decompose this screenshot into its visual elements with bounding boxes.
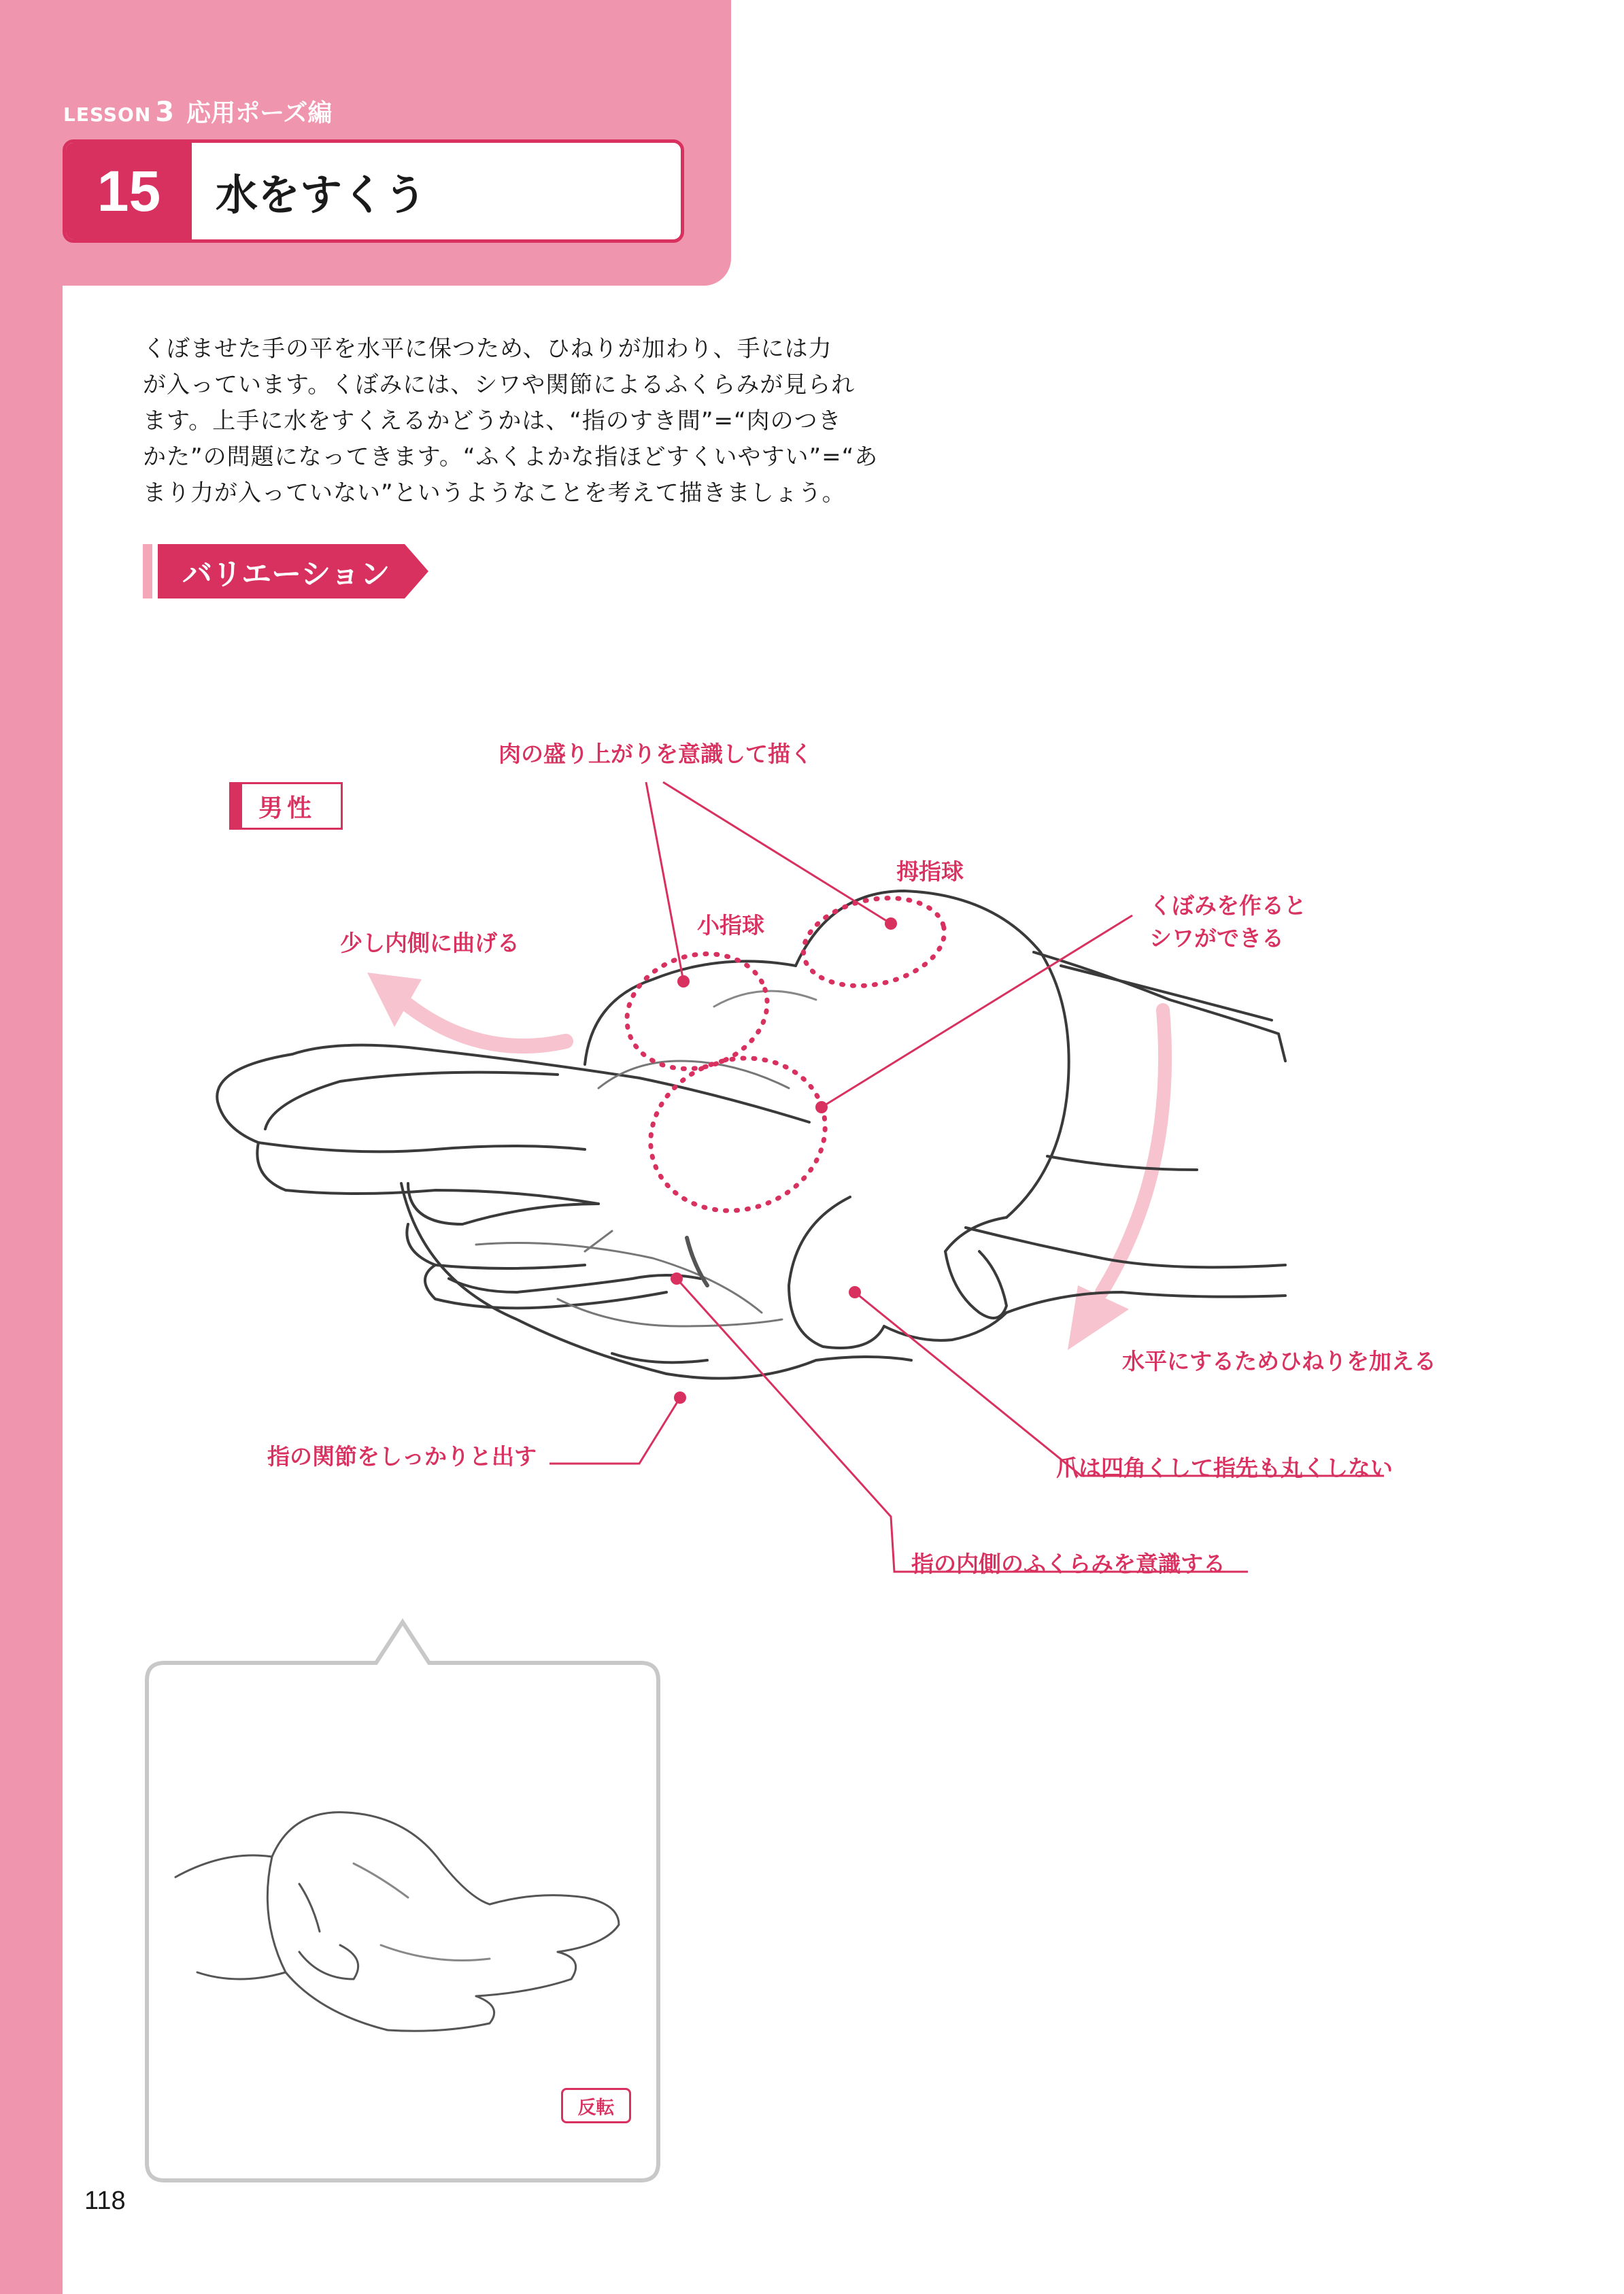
page-title: 水をすくう — [216, 169, 427, 220]
chapter-number: 15 — [66, 143, 192, 239]
section-heading: バリエーション — [182, 557, 390, 592]
badge-label: 男性 — [258, 794, 316, 822]
page-number: 118 — [84, 2187, 126, 2215]
annotation-joints: 指の関節をしっかりと出す — [267, 1443, 537, 1470]
body-line: が入っています。くぼみには、シワや関節によるふくらみが見られ — [143, 371, 856, 399]
annotation-wrinkle-line2: シワができる — [1149, 925, 1284, 951]
annotation-twist: 水平にするためひねりを加える — [1122, 1348, 1436, 1374]
body-line: ます。上手に水をすくえるかどうかは、“指のすき間”=“肉のつき — [143, 407, 842, 435]
lesson-word: LESSON — [63, 103, 152, 126]
inset-badge-reverse: 反転 — [561, 2088, 631, 2123]
lesson-title: 応用ポーズ編 — [186, 99, 333, 127]
body-line: くぼませた手の平を水平に保つため、ひねりが加わり、手には力 — [143, 335, 832, 362]
annotation-little-ball: 小指球 — [697, 912, 764, 939]
annotation-nail: 爪は四角くして指先も丸くしない — [1056, 1455, 1393, 1481]
annotation-finger-inner: 指の内側のふくらみを意識する — [911, 1551, 1225, 1577]
annotation-flesh: 肉の盛り上がりを意識して描く — [498, 741, 813, 767]
body-line: まり力が入っていない”というようなことを考えて描きましょう。 — [143, 479, 846, 507]
annotation-thumb-ball: 拇指球 — [896, 858, 964, 885]
annotation-wrinkle-line1: くぼみを作ると — [1149, 892, 1306, 919]
body-line: かた”の問題になってきます。“ふくよかな指ほどすくいやすい”=“あ — [143, 443, 879, 471]
annotation-bend-inward: 少し内側に曲げる — [340, 930, 520, 956]
lesson-number: 3 — [155, 97, 175, 128]
